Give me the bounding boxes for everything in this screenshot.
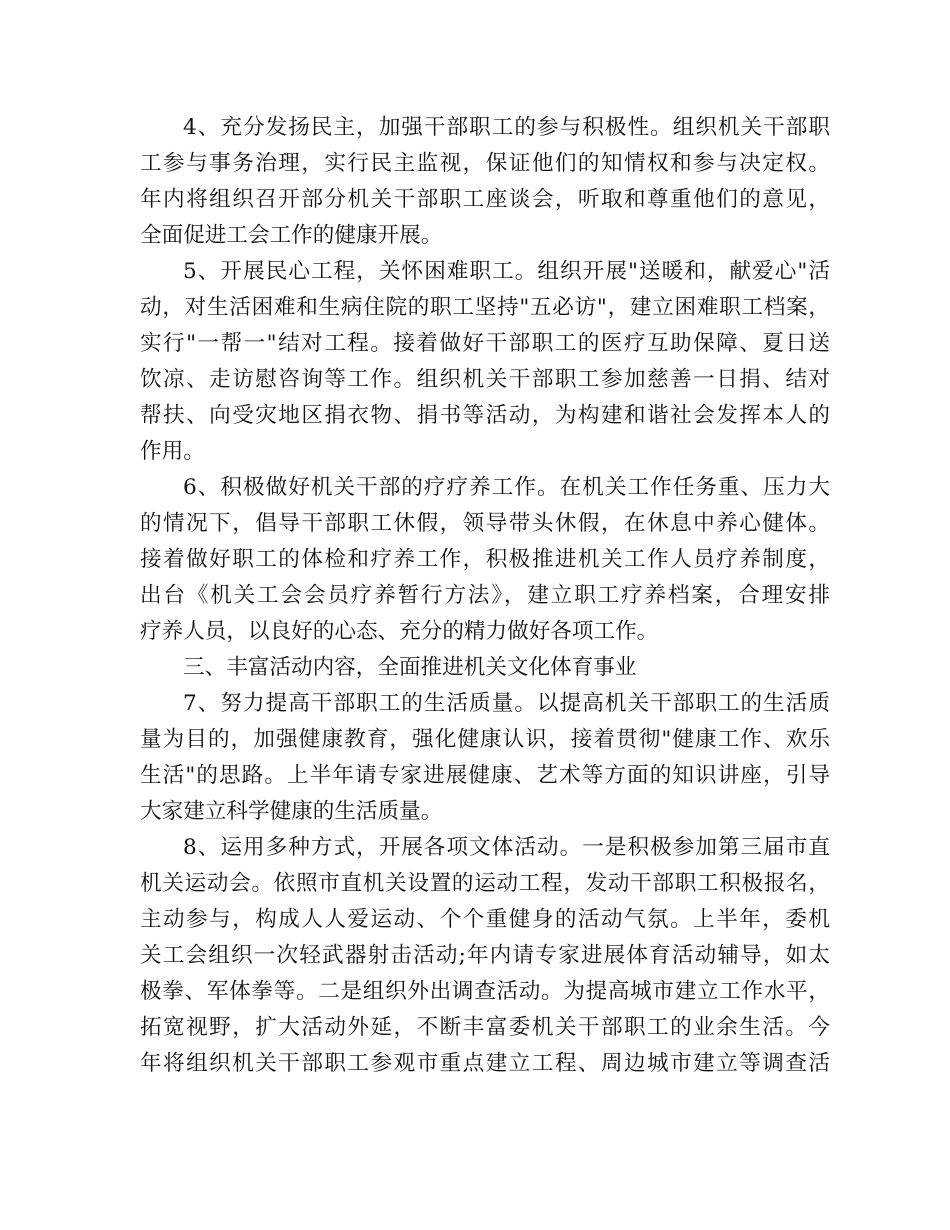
text-line: 接着做好职工的体检和疗养工作，积极推进机关工作人员疗养制度， xyxy=(140,547,830,572)
paragraph-5 xyxy=(140,254,830,470)
paragraph-6 xyxy=(140,470,830,650)
text-line: 年将组织机关干部职工参观市重点建立工程、周边城市建立等调查活 xyxy=(140,1051,830,1076)
text-line: 动，对生活困难和生病住院的职工坚持"五必访"，建立困难职工档案， xyxy=(140,295,830,320)
text-line: 7、努力提高干部职工的生活质量。以提高机关干部职工的生活质 xyxy=(183,691,830,716)
text-line: 4、充分发扬民主，加强干部职工的参与积极性。组织机关干部职 xyxy=(183,115,830,140)
text-line: 5、开展民心工程，关怀困难职工。组织开展"送暖和，献爱心"活 xyxy=(183,259,830,284)
paragraph-7 xyxy=(140,686,830,830)
text-line: 工参与事务治理，实行民主监视，保证他们的知情权和参与决定权。 xyxy=(140,151,830,176)
text-line: 机关运动会。依照市直机关设置的运动工程，发动干部职工积极报名， xyxy=(140,871,830,896)
text-line: 作用。 xyxy=(140,439,205,464)
text-line: 出台《机关工会会员疗养暂行方法》，建立职工疗养档案，合理安排 xyxy=(140,583,830,608)
paragraph-8 xyxy=(140,830,830,1082)
text-line: 6、积极做好机关干部的疗疗养工作。在机关工作任务重、压力大 xyxy=(183,475,830,500)
document-body xyxy=(140,110,830,1082)
text-line: 年内将组织召开部分机关干部职工座谈会，听取和尊重他们的意见， xyxy=(140,187,830,212)
text-line: 极拳、军体拳等。二是组织外出调查活动。为提高城市建立工作水平， xyxy=(140,979,830,1004)
text-line: 主动参与，构成人人爱运动、个个重健身的活动气氛。上半年，委机 xyxy=(140,907,830,932)
text-line: 饮凉、走访慰咨询等工作。组织机关干部职工参加慈善一日捐、结对 xyxy=(140,367,830,392)
text-line: 8、运用多种方式，开展各项文体活动。一是积极参加第三届市直 xyxy=(183,835,830,860)
text-line: 疗养人员，以良好的心态、充分的精力做好各项工作。 xyxy=(140,619,659,644)
text-line: 的情况下，倡导干部职工休假，领导带头休假，在休息中养心健体。 xyxy=(140,511,830,536)
text-line: 量为目的，加强健康教育，强化健康认识，接着贯彻"健康工作、欢乐 xyxy=(140,727,830,752)
text-line: 关工会组织一次轻武器射击活动;年内请专家进展体育活动辅导，如太 xyxy=(140,943,830,968)
section-heading-3 xyxy=(140,650,830,686)
text-line: 生活"的思路。上半年请专家进展健康、艺术等方面的知识讲座，引导 xyxy=(140,763,830,788)
text-line: 实行"一帮一"结对工程。接着做好干部职工的医疗互助保障、夏日送 xyxy=(140,331,830,356)
text-line: 帮扶、向受灾地区捐衣物、捐书等活动，为构建和谐社会发挥本人的 xyxy=(140,403,830,428)
section-heading: 三、丰富活动内容，全面推进机关文化体育事业 xyxy=(183,655,637,680)
text-line: 拓宽视野，扩大活动外延，不断丰富委机关干部职工的业余生活。今 xyxy=(140,1015,830,1040)
text-line: 全面促进工会工作的健康开展。 xyxy=(140,223,443,248)
text-line: 大家建立科学健康的生活质量。 xyxy=(140,799,443,824)
paragraph-4 xyxy=(140,110,830,254)
